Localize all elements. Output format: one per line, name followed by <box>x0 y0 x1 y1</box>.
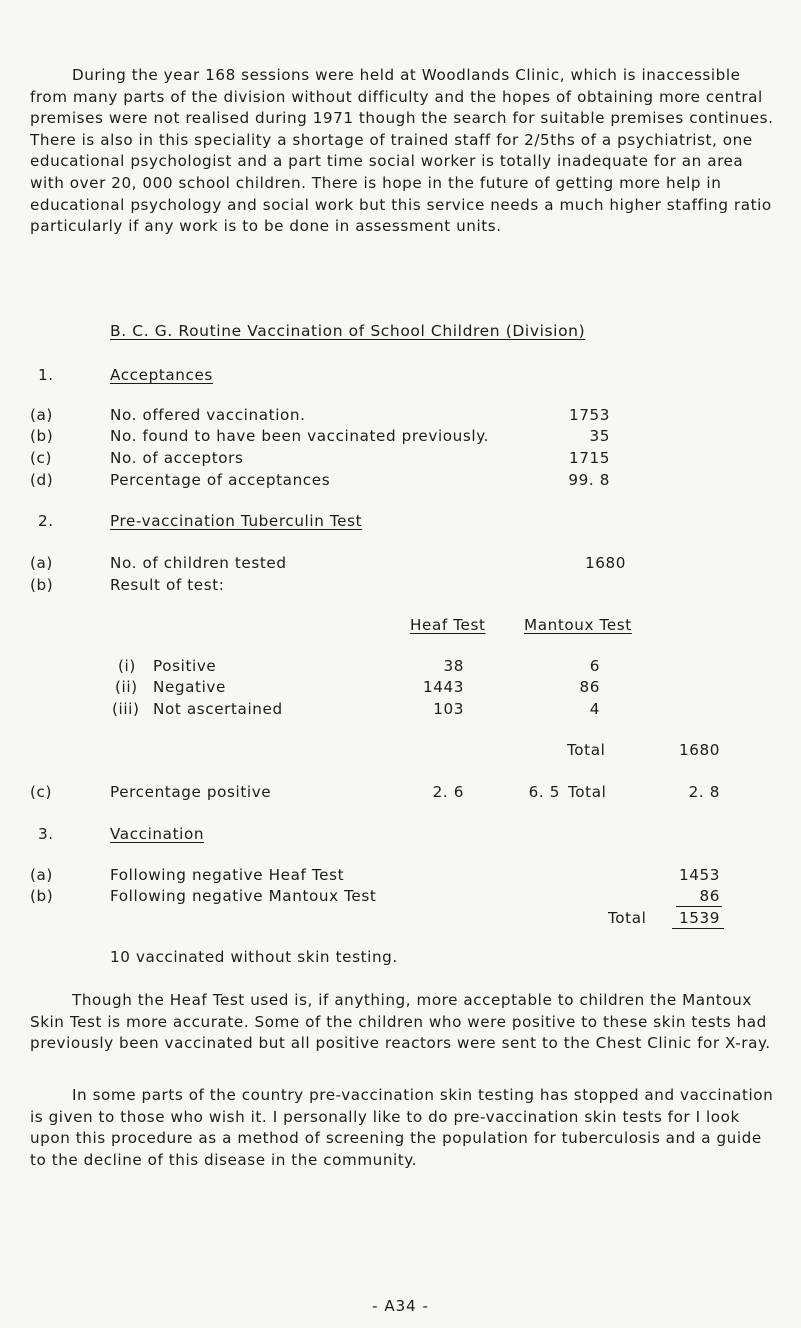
s3-b-mark: (b) <box>30 887 54 905</box>
page-number: - A34 - <box>372 1297 429 1315</box>
s2-a-value: 1680 <box>584 554 626 572</box>
s2-row-ii-mark: (ii) <box>115 678 138 696</box>
s1-b-mark: (b) <box>30 427 54 445</box>
paragraph-2-text: Though the Heaf Test used is, if anything, more acceptable to children the Mantoux Skin Test is more accurate. Some of the children who were positive to these skin tests had previously been vaccinated but all positive reactors were sent to the Chest Clinic for X-ray. <box>30 991 771 1053</box>
s1-a-mark: (a) <box>30 406 53 424</box>
s2-row-iii-mantoux: 4 <box>589 700 600 718</box>
s2-a-label: No. of children tested <box>110 554 287 572</box>
s2-number: 2. <box>38 512 54 530</box>
intro-paragraph <box>30 65 780 238</box>
s1-b-label: No. found to have been vaccinated previously. <box>110 427 490 445</box>
intro-paragraph-text: During the year 168 sessions were held at Woodlands Clinic, which is inaccessible from many parts of the division without difficulty and the hopes of obtaining more central premises were not realised during 1971 though the search for suitable premises continues. There is also in this speciality a shortage of trained staff for 2/5ths of a psychiatrist, one educational psychologist and a part time social worker is totally inadequate for an area with over 20, 000 school children. There is hope in the future of getting more help in educational psychology and social work but this service needs a much higher staffing ratio particularly if any work is to be done in assessment units. <box>30 66 774 236</box>
s3-total-label: Total <box>608 909 647 927</box>
s2-c-total-value: 2. 8 <box>688 783 720 801</box>
s2-a-mark: (a) <box>30 554 53 572</box>
s1-b-value: 35 <box>589 427 610 445</box>
paragraph-2 <box>30 990 780 1055</box>
s1-c-mark: (c) <box>30 449 53 467</box>
s3-a-value: 1453 <box>678 866 720 884</box>
s1-c-value: 1715 <box>568 449 610 467</box>
s2-row-ii-label: Negative <box>153 678 226 696</box>
s2-row-iii-heaf: 103 <box>433 700 464 718</box>
s1-d-value: 99. 8 <box>568 471 610 489</box>
s2-b-mark: (b) <box>30 576 54 594</box>
s2-b-label: Result of test: <box>110 576 225 594</box>
s1-a-value: 1753 <box>568 406 610 424</box>
s3-number: 3. <box>38 825 54 843</box>
s2-c-heaf: 2. 6 <box>432 783 464 801</box>
total-rule <box>672 928 724 929</box>
s2-row-i-heaf: 38 <box>443 657 464 675</box>
s2-row-i-label: Positive <box>153 657 217 675</box>
s1-d-label: Percentage of acceptances <box>110 471 331 489</box>
s2-c-total-label: Total <box>568 783 607 801</box>
s3-a-mark: (a) <box>30 866 53 884</box>
s3-note: 10 vaccinated without skin testing. <box>110 948 398 966</box>
mantoux-test-header: Mantoux Test <box>524 616 632 634</box>
s2-row-i-mantoux: 6 <box>589 657 600 675</box>
s2-title: Pre-vaccination Tuberculin Test <box>110 512 363 530</box>
s3-total-value: 1539 <box>678 909 720 927</box>
s2-row-iii-label: Not ascertained <box>153 700 283 718</box>
s2-total-value: 1680 <box>678 741 720 759</box>
s3-b-value: 86 <box>699 887 720 905</box>
section-title: B. C. G. Routine Vaccination of School Children (Division) <box>110 322 586 340</box>
s2-row-ii-heaf: 1443 <box>422 678 464 696</box>
paragraph-3 <box>30 1085 780 1171</box>
s2-c-mantoux: 6. 5 <box>528 783 560 801</box>
s1-a-label: No. offered vaccination. <box>110 406 306 424</box>
s2-c-mark: (c) <box>30 783 53 801</box>
s1-title: Acceptances <box>110 366 213 384</box>
s1-d-mark: (d) <box>30 471 54 489</box>
s2-row-ii-mantoux: 86 <box>579 678 600 696</box>
s2-row-i-mark: (i) <box>118 657 136 675</box>
paragraph-3-text: In some parts of the country pre-vaccination skin testing has stopped and vaccination is given to those who wish it. I personally like to do pre-vaccination skin tests for I look upon this procedure as a method of screening the population for tuberculosis and a guide to the decline of this disease in the community. <box>30 1086 774 1169</box>
s3-a-label: Following negative Heaf Test <box>110 866 345 884</box>
s2-row-iii-mark: (iii) <box>112 700 140 718</box>
s1-number: 1. <box>38 366 54 384</box>
s3-title: Vaccination <box>110 825 205 843</box>
heaf-test-header: Heaf Test <box>410 616 486 634</box>
s2-c-label: Percentage positive <box>110 783 272 801</box>
s1-c-label: No. of acceptors <box>110 449 244 467</box>
s2-total-label: Total <box>567 741 606 759</box>
s3-b-label: Following negative Mantoux Test <box>110 887 377 905</box>
